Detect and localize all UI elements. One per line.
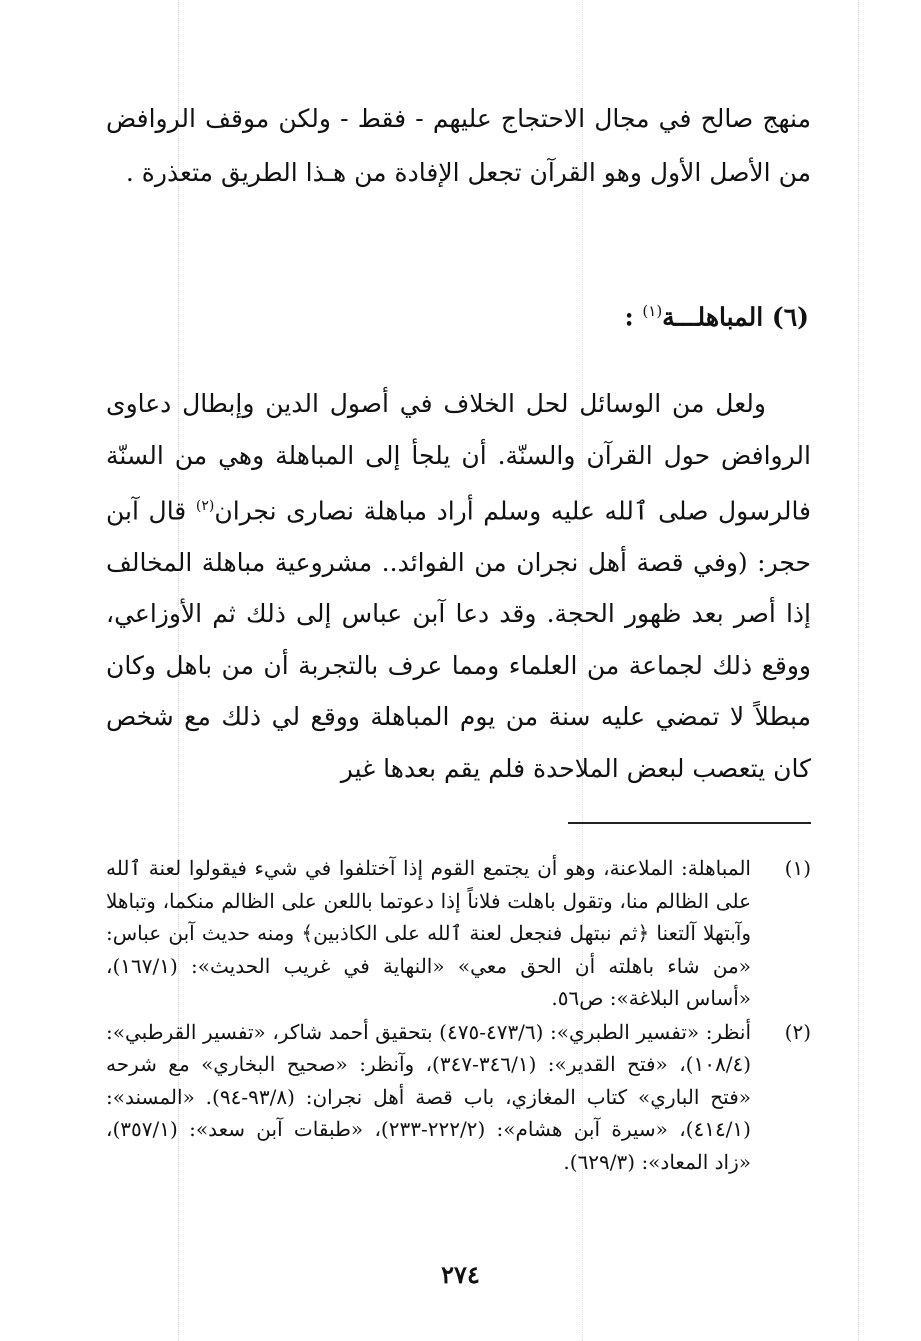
section-heading-label: (٦) المباهلـــة [662,302,809,332]
section-heading-footnote-ref[interactable]: (١) [642,302,663,320]
footnotes-list [106,852,811,1179]
footnote-divider [568,822,811,824]
footnote-text: المباهلة: الملاعنة، وهو أن يجتمع القوم إذا آختلفوا في شيء فيقولوا لعنة ٱلله على الظالم منا، وتقول باهلت فلاناً إذا دعوتما باللعن على الظالم منكما، وتباهلا وآبتهلا آلتعنا ﴿ثم نبتهل فنجعل لعنة ٱلله على الكاذبين﴾ ومنه حديث آبن عباس: «من شاء باهلته أن الحق معي» «النهاية في غريب الحديث»: (١٦٧/١)، «أساس البلاغة»: ص٥٦. [106,856,751,1010]
scan-artifact-line [858,0,859,1341]
body-paragraph-main-part-a: ولعل من الوسائل لحل الخلاف في أصول الدين وإبطال دعاوى الروافض حول القرآن والسنّة. أن يلجأ إلى المباهلة وهي من السنّة فالرسول صلى ٱلله عليه وسلم أراد مباهلة نصارى نجران [106,389,812,526]
body-paragraph-top: منهج صالح في مجال الاحتجاج عليهم - فقط - ولكن موقف الروافض من الأصل الأول وهو القرآن تجعل الإفادة من هـذا الطريق متعذرة . [106,104,811,187]
body-paragraph-main-part-b: قال آبن حجر: (وفي قصة أهل نجران من الفوائد.. مشروعية مباهلة المخالف إذا أصر بعد ظهور الحجة. وقد دعا آبن عباس إلى ذلك ثم الأوزاعي، ووقع ذلك لجماعة من العلماء ومما عرف بالتجربة أن من باهل وكان مبطلاً لا تمضي عليه سنة من يوم المباهلة ووقع لي ذلك مع شخص كان يتعصب لبعض الملاحدة فلم يقم بعدها غير [106,496,811,783]
footnote-text: أنظر: «تفسير الطبري»: (٤٧٣/٦-٤٧٥) بتحقيق أحمد شاكر، «تفسير القرطبي»: (١٠٨/٤)، «فتح القدير»: (٣٤٦/١-٣٤٧)، وآنظر: «صحيح البخاري» مع شرحه «فتح الباري» كتاب المغازي، باب قصة أهل نجران: (٩٣/٨-٩٤). «المسند»: (٤١٤/١)، «سيرة آبن هشام»: (٢٢٢/٢-٢٣٣)، «طبقات آبن سعد»: (٣٥٧/١)، «زاد المعاد»: (٦٢٩/٣). [106,1019,752,1174]
footnote-number: (٢) [784,1019,811,1044]
footnote-number: (١) [784,856,811,880]
body-paragraph-main [106,378,811,794]
body-footnote-ref[interactable]: (٢) [195,498,215,514]
footnote-item [106,1016,811,1179]
section-heading [109,286,809,342]
footnote-item [106,852,811,1015]
page-number: ٢٧٤ [441,1260,480,1289]
section-heading-colon: : [624,302,643,332]
